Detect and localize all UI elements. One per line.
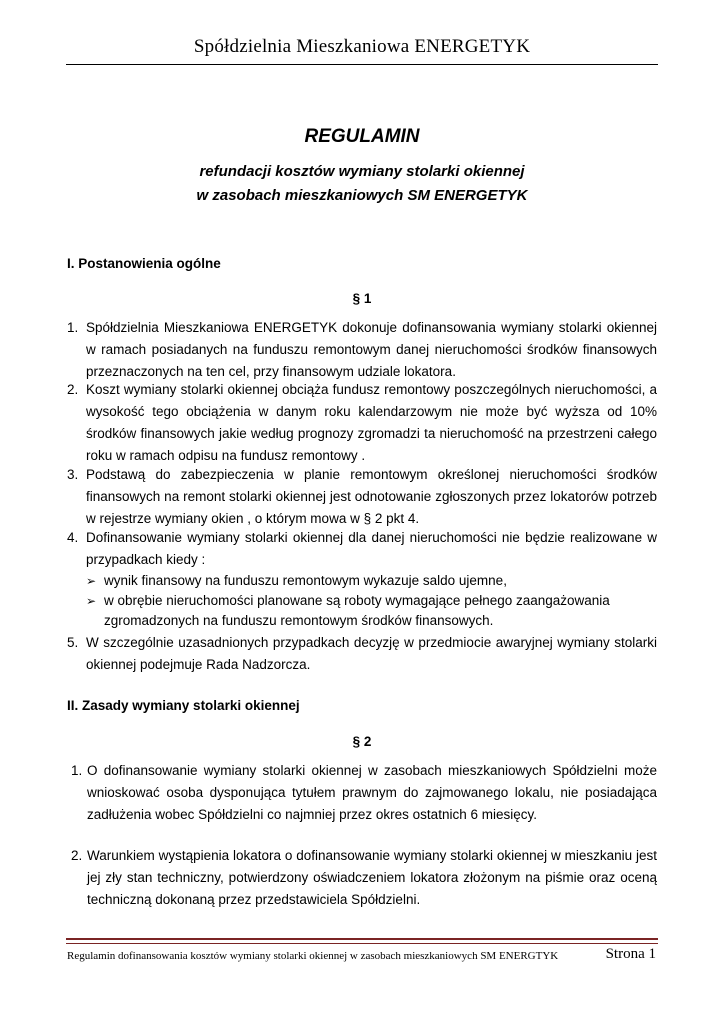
section1-item-3 [67, 464, 657, 530]
section1-item-1 [67, 317, 657, 383]
section1-heading: I. Postanowienia ogólne [67, 256, 221, 271]
footer-rule-thick [66, 938, 658, 940]
header-title: Spółdzielnia Mieszkaniowa ENERGETYK [193, 36, 531, 57]
bullet-text: wynik finansowy na funduszu remontowym wykazuje saldo ujemne, [104, 573, 507, 588]
item-text: Koszt wymiany stolarki okiennej obciąża fundusz remontowy poszczególnych nieruchomości, a wysokość tego obciążenia w danym roku kalendarzowym nie może być wyższa od 10% środków finansowych jakie według prognozy zgromadzi ta nieruchomość na przestrzeni całego roku w ramach odpisu na fundusz remontowy . [86, 382, 657, 463]
section1-bullet-1 [86, 571, 656, 591]
section1-item-2 [67, 379, 657, 467]
item-number: 4. [67, 530, 79, 545]
section1-bullet-2 [86, 591, 656, 631]
document-title: REGULAMIN [304, 126, 420, 147]
arrow-bullet-icon: ➢ [86, 594, 97, 608]
section1-item-4 [67, 527, 657, 571]
document-subtitle-line1: refundacji kosztów wymiany stolarki okiennej [199, 163, 525, 180]
item-number: 3. [67, 467, 79, 482]
item-text: Warunkiem wystąpienia lokatora o dofinansowanie wymiany stolarki okiennej w mieszkaniu jest jej zły stan techniczny, potwierdzony oświadczeniem lokatora złożonym na piśmie oraz oceną techniczną dokonaną przez przedstawiciela Spółdzielni. [87, 848, 657, 907]
item-text: W szczególnie uzasadnionych przypadkach decyzję w przedmiocie awaryjnej wymiany stolarki okiennej podejmuje Rada Nadzorcza. [86, 635, 657, 672]
item-text: Spółdzielnia Mieszkaniowa ENERGETYK dokonuje dofinansowania wymiany stolarki okiennej w ramach posiadanych na funduszu remontowym danej nieruchomości środków finansowych przeznaczonych na ten cel, przy finansowym udziale lokatora. [86, 320, 657, 379]
item-number: 2. [71, 848, 83, 863]
footer-rule-thin [66, 943, 658, 944]
section2-paragraph-mark: § 2 [352, 734, 372, 749]
section2-item-1 [67, 760, 657, 826]
footer-text: Regulamin dofinansowania kosztów wymiany stolarki okiennej w zasobach mieszkaniowych SM ENERGTYK [67, 950, 559, 962]
header-rule [66, 64, 658, 65]
item-text: O dofinansowanie wymiany stolarki okiennej w zasobach mieszkaniowych Spółdzielni może wnioskować osoba dysponująca tytułem prawnym do zajmowanego lokalu, nie posiadająca zadłużenia wobec Spółdzielni co najmniej przez okres ostatnich 6 miesięcy. [87, 763, 657, 822]
section1-paragraph-mark: § 1 [352, 291, 372, 306]
item-number: 5. [67, 635, 79, 650]
bullet-text: w obrębie nieruchomości planowane są roboty wymagające pełnego zaangażowania zgromadzonych na funduszu remontowym środków finansowych. [104, 593, 610, 628]
item-text: Dofinansowanie wymiany stolarki okiennej dla danej nieruchomości nie będzie realizowane w przypadkach kiedy : [86, 530, 657, 567]
section2-heading: II. Zasady wymiany stolarki okiennej [67, 698, 300, 713]
arrow-bullet-icon: ➢ [86, 574, 97, 588]
item-text: Podstawą do zabezpieczenia w planie remontowym określonej nieruchomości środków finansowych na remont stolarki okiennej jest odnotowanie zgłoszonych przez lokatorów potrzeb w rejestrze wymiany okien , o którym mowa w § 2 pkt 4. [86, 467, 657, 526]
item-number: 1. [71, 763, 83, 778]
document-subtitle-line2: w zasobach mieszkaniowych SM ENERGETYK [196, 187, 528, 204]
section2-item-2 [67, 845, 657, 911]
item-number: 1. [67, 320, 79, 335]
page-number: Strona 1 [605, 946, 656, 962]
section1-item-5 [67, 632, 657, 676]
item-number: 2. [67, 382, 79, 397]
